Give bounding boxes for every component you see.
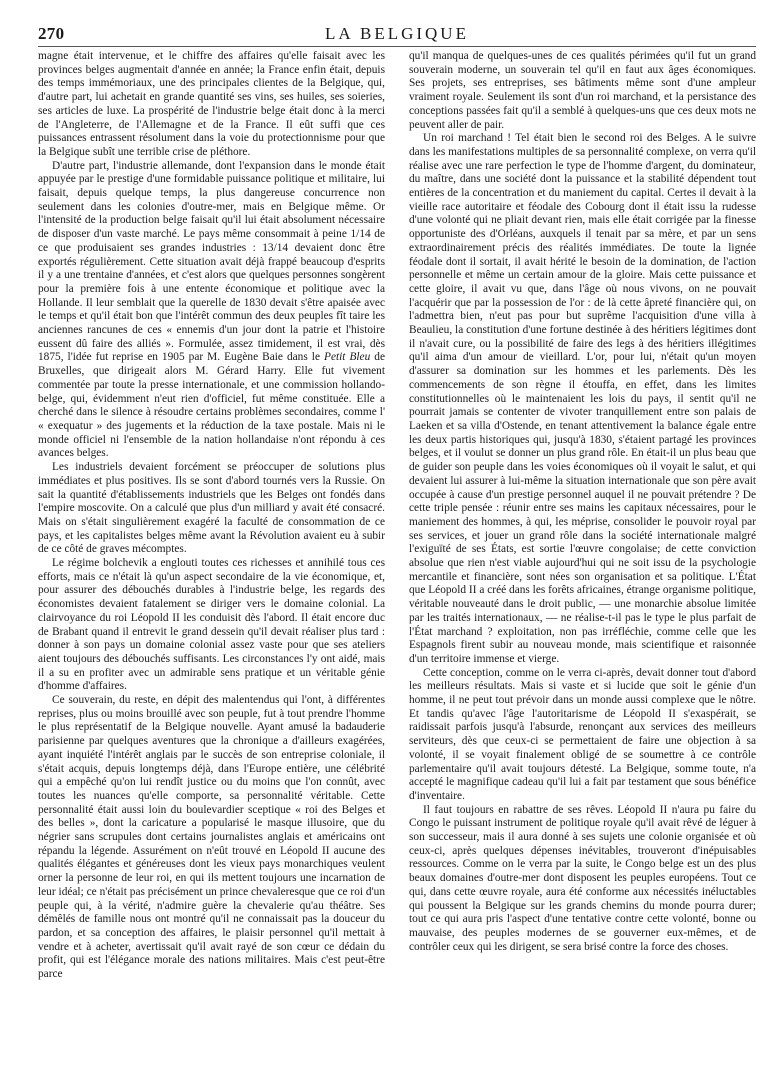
paragraph: Cette conception, comme on le verra ci-après, devait donner tout d'abord les meilleurs résultats. Mais si vaste et si lucide que soit le génie d'un homme, il ne peut tout prévoir dans un monde aussi complexe que le nôtre. Et tandis qu'avec l'âge l'autoritarisme de Léopold II s'exaspérait, se raidissait parfois jusqu'à l'absurde, renonçant aux services des meilleurs serviteurs, dès que ceux-ci se permettaient de faire une objection à sa volonté, il se voyait finalement obligé de se soumettre à ce contrôle parlementaire qu'il avait toujours détesté. La Belgique, somme toute, n'a accepté le magnifique cadeau qu'il lui a fait par testament que sous bénéfice d'inventaire. xyxy=(409,666,756,802)
newspaper-title: Petit Bleu xyxy=(324,351,371,364)
paragraph: magne était intervenue, et le chiffre des affaires qu'elle faisait avec les provinces belges augmentait d'année en année; la France enfin était, depuis des temps immémoriaux, une des principales clientes de la Belgique, qui, d'autre part, lui achetait en grande quantité ses vins, ses huiles, ses soieries, ses articles de luxe. La prospérité de l'industrie belge était donc à la merci de l'Angleterre, de l'Allemagne et de la France. Il eût suffi que ces puissances entrassent résolument dans la voie du protectionnisme pour que la Belgique subît une terrible crise de pléthore. xyxy=(38,50,385,158)
paragraph: Il faut toujours en rabattre de ses rêves. Léopold II n'aura pu faire du Congo le puissant instrument de politique royale qu'il avait rêvé de léguer à son successeur, mais il aura donné à ses sujets une colonie organisée et où ceux-ci, après quelques dépenses inévitables, trouveront d'inépuisables ressources. Comme on le verra par la suite, le Congo belge est un des plus beaux domaines d'outre-mer dont disposent les peuples européens. Tout ce qui, dans cette œuvre royale, aura été conforme aux nécessités inéluctables qui poussent la Belgique sur les grands chemins du monde pourra durer; tout ce qui aura pris l'aspect d'une tentative contre cette volonté, bonne ou mauvaise, des peuples modernes de se gouverner eux-mêmes, et de contrôler ceux qui les dirigent, se sera brisé contre la force des choses. xyxy=(409,803,756,953)
text-columns xyxy=(38,50,756,1066)
paragraph: Ce souverain, du reste, en dépit des malentendus qui l'ont, à différentes reprises, plus ou moins brouillé avec son peuple, fut à tout prendre l'homme le plus représentatif de la Belgique nouvelle. Ayant amusé la badauderie parisienne par quelques aventures que la chronique a d'ailleurs exagérées, ayant inquiété l'intérêt anglais par le succès de son entreprise coloniale, il s'était acquis, depuis longtemps déjà, dans l'Europe entière, une célébrité qui a empêché qu'on lui rendît justice ou du moins que l'on connût, avec toutes les nuances qu'elle comporte, sa personnalité véritable. Cette personnalité était aussi loin du boulevardier sceptique « roi des Belges et des belles », dont la caricature a popularisé le masque illusoire, que du négrier sans scrupules dont certains journalistes anglais et américains ont répandu la légende. Assurément on n'eût trouvé en Léopold II aucune des qualités élégantes et généreuses dont les vieux pays monarchiques veulent orner la personne de leur roi, en qui ils mettent toujours une incarnation de leur idéal; ce n'était pas précisément un prince chevaleresque que ce roi d'un peuple qui, à la vérité, n'admire guère la chevalerie qu'au théâtre. Ses démêlés de famille nous ont montré qu'il ne connaissait pas la douceur du pardon, et sa conception des affaires, le plaisir personnel qu'il mettait à vendre et à acheter, avertissait qu'il avait rayé de son cœur ce dédain du profit, qui est l'élégance morale des nations militaires. Mais c'est peut-être parce xyxy=(38,694,385,981)
running-title: LA BELGIQUE xyxy=(325,24,469,43)
left-column xyxy=(38,50,385,1064)
paragraph: Un roi marchand ! Tel était bien le second roi des Belges. A le suivre dans les manifestations multiples de sa personnalité complexe, on verra qu'il réalise avec une rare perfection le type de l'homme d'argent, du dominateur, du maître, dans une société dont la puissance et la stabilité dépendent tout entières de la concentration et du maniement du capital. Certes il devait à la vieille race autoritaire et féodale des Cobourg dont il était issu la rudesse d'une volonté qui ne pliait devant rien, mais elle était corrigée par la finesse opportuniste des d'Orléans, auxquels il tenait par sa mère, et par un sens extraordinairement précis des réalités immédiates. De toute la lignée féodale dont il sortait, il avait hérité le besoin de la domination, de l'action personnelle et même un certain amour de la gloire. Mais cette puissance et cette gloire, il avait vu que, dans l'âge où nous vivons, on ne pouvait l'acquérir que par la possession de l'or : de là cette âpreté financière qui, on l'admettra bien, n'eut pas pour but suprême l'acquisition d'une villa à Beaulieu, la constitution d'une fortune destinée à des héritiers légitimes dont il n'avait cure, ou la possibilité de faire des legs à des héritiers illégitimes qu'il aima d'un amour de vieillard. L'or, pour lui, n'était qu'un moyen d'assurer sa domination sur les hommes et les parlements. Dès les commencements de son règne il étouffa, en effet, dans les limites constitutionnelles où le maintenaient les lois du pays, il sentit qu'il ne pourrait jamais se contenter de vivoter tranquillement entre son palais de Laeken et sa villa d'Ostende, en tenant attentivement la balance égale entre les deux partis historiques qui, jusqu'à 1830, s'étaient partagé les provinces belges, et il voulut se donner un plus grand rôle. En était-il un plus beau que de guider son peuple dans les voies économiques où il voyait le salut, et qui devaient lui assurer à lui-même la situation internationale que son père avait occupée à cause d'un prestige personnel auquel il ne pouvait prétendre ? De cette triple pensée : réunir entre ses mains les capitaux nécessaires, pour le maniement des hommes, à qui, les méprise, consolider le pouvoir royal par ses services, et jouer un grand rôle dans la société internationale malgré l'exiguïté de ses États, est sortie l'œuvre congolaise; de cette conviction absolue que rien n'est viable aujourd'hui qui ne soit issu de la psychologie mercantile et financière, sont nées son organisation et sa politique. L'État que Léopold II a créé dans les forêts africaines, étrange organisme politique, véritable nouveauté dans le droit public, — une monarchie absolue limitée par les traités internationaux, — ne réalise-t-il pas le type le plus parfait de l'État marchand ? exploitation, non pas irréfléchie, comme celle que les Espagnols firent subir au nouveau monde, mais scientifique et raisonnée d'un territoire immense et vierge. xyxy=(409,132,756,665)
paragraph-with-italic: D'autre part, l'industrie allemande, dont l'expansion dans le monde était appuyée par le prestige d'une formidable puissance politique et militaire, lui faisait, depuis quelque temps, la plus dangereuse concurrence non seulement dans les colonies d'outre-mer, mais en Belgique même. Or l'intensité de la production belge faisait qu'il lui était absolument nécessaire de disposer d'un vaste marché. Le pays même consommait à peine 1/14 de ce que produisaient ses grandes industries : 13/14 devaient donc être exportés régulièrement. Cette situation avait déjà frappé beaucoup d'esprits il y a une trentaine d'années, et c'est alors que quelques personnes songèrent pour la première fois à une entente économique et politique avec la Hollande. Il leur semblait que la querelle de 1830 devait s'être apaisée avec le temps et qu'il était bon que l'intérêt commun des deux peuples fît taire les anciennes rancunes de ces « ennemis d'un jour dont la patrie et l'histoire eussent dû faire des alliés ». Formulée, assez timidement, il est vrai, dès 1875, l'idée fut reprise en 1905 par M. Eugène Baie dans le Petit Bleu de Bruxelles, que dirigeait alors M. Gérard Harry. Elle fut vivement commentée par toute la presse internationale, et une commission hollando-belge, qui, évidemment n'eut rien d'officiel, fut même constituée. Elle a cherché dans le silence à résoudre certains problèmes secondaires, comme l' « exequatur » des jugements et la réduction de la taxe postale. Mais ni le monde officiel ni l'ensemble de la nation hollandaise n'ont répondu à ces avances belges. xyxy=(38,159,385,460)
paragraph: Les industriels devaient forcément se préoccuper de solutions plus immédiates et plus positives. Ils se sont d'abord tournés vers la Russie. On sait la quantité d'établissements industriels que les Belges ont fondés dans l'empire moscovite. On a calculé que plus d'un milliard y avait été consacré. Mais on s'était singulièrement exagéré la faculté de consommation de ce pays, et les capitalistes belges même avant la Révolution avaient eu à subir de ce côté de graves mécomptes. xyxy=(38,461,385,556)
header-rule xyxy=(38,46,756,47)
paragraph: qu'il manqua de quelques-unes de ces qualités périmées qu'il fut un grand souverain moderne, un souverain tel qu'il en faut aux âges économiques. Ses projets, ses entreprises, ses bâtiments même sont d'une ampleur vraiment royale. Seulement ils sont d'un roi marchand, et la persistance des conceptions passées fait qu'il a semblé à quelques-uns que ces deux mots ne peuvent aller de pair. xyxy=(409,50,756,131)
page-header xyxy=(38,20,756,46)
page-number: 270 xyxy=(38,24,65,43)
paragraph: Le régime bolchevik a englouti toutes ces richesses et annihilé tous ces efforts, mais ce n'était là qu'un aspect secondaire de la vie économique, et, pour assurer des débouchés durables à l'industrie belge, les regards des économistes devaient fatalement se diriger vers le domaine colonial. La clairvoyance du roi Léopold II les conduisit dès l'abord. Il était encore duc de Brabant quand il entrevit le grand dessein qu'il devait réaliser plus tard : donner à son pays un domaine colonial assez vaste pour que ses ateliers aient toujours des débouchés suffisants. Les circonstances l'y ont aidé, mais il a su en profiter avec un admirable sens pratique et un véritable génie d'homme d'affaires. xyxy=(38,557,385,693)
right-column xyxy=(409,50,756,1064)
